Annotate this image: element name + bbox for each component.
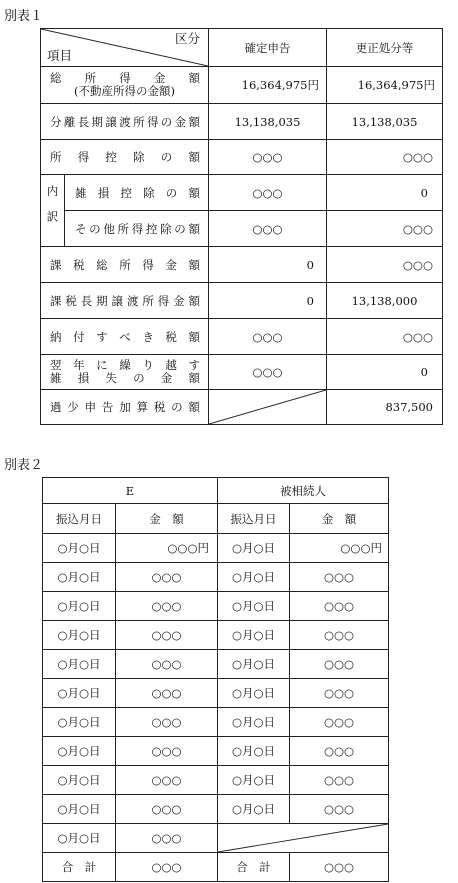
row-label: [41, 67, 209, 104]
cell-date-e: ○月○日: [43, 650, 116, 679]
cell-date-e: ○月○日: [43, 679, 116, 708]
row-label: 課税長期譲渡所得金額: [41, 283, 209, 319]
cell-amount-h: ○○○: [290, 795, 389, 824]
row-v1: ○○○: [209, 355, 327, 390]
row-label: 納 付 す べ き 税 額: [41, 319, 209, 355]
cell-date-h: ○月○日: [218, 592, 290, 621]
row-label-main: 総 所 得 金 額: [50, 71, 200, 85]
table1-corner-cell: [41, 29, 209, 67]
cell-date-e: ○月○日: [43, 534, 116, 563]
table-row: [43, 737, 389, 766]
row-v2: 0: [327, 355, 443, 390]
subheader-date-h: 振込月日: [218, 504, 290, 534]
cell-date-h: ○月○日: [218, 679, 290, 708]
table1-row: [41, 140, 443, 175]
row-label-sub: 雑 損 失 の 金 額: [50, 371, 200, 385]
row-label: 課 税 総 所 得 金 額: [41, 247, 209, 283]
cell-date-h: ○月○日: [218, 766, 290, 795]
table1-row: [41, 67, 443, 104]
group-e: E: [43, 478, 218, 504]
table-row: [43, 824, 389, 853]
table-row: [43, 679, 389, 708]
row-label: [41, 355, 209, 390]
header-koumoku: 項目: [47, 48, 73, 63]
subheader-date-e: 振込月日: [43, 504, 116, 534]
total-label-h: 合 計: [218, 853, 290, 882]
row-label: 過少申告加算税の額: [41, 390, 209, 425]
row-label: 分離長期譲渡所得の金額: [41, 104, 209, 140]
cell-amount-h: ○○○: [290, 650, 389, 679]
table2: [42, 477, 389, 882]
cell-amount-e: ○○○: [116, 679, 218, 708]
table-row: [43, 766, 389, 795]
cell-amount-e: ○○○: [116, 708, 218, 737]
table1-row: [41, 104, 443, 140]
row-v1-empty: [209, 390, 327, 425]
cell-date-e: ○月○日: [43, 737, 116, 766]
total-label-e: 合 計: [43, 853, 116, 882]
cell-date-h: ○月○日: [218, 563, 290, 592]
table-row: [43, 534, 389, 563]
table1-row: [41, 355, 443, 390]
cell-date-e: ○月○日: [43, 708, 116, 737]
table1-caption: 別表１: [4, 9, 44, 24]
table1-row: [41, 319, 443, 355]
header-col1: 確定申告: [209, 29, 327, 67]
cell-date-e: ○月○日: [43, 824, 116, 853]
cell-amount-e: ○○○: [116, 824, 218, 853]
row-v2: ○○○: [327, 140, 443, 175]
table1: [40, 28, 443, 425]
cell-date-h: ○月○日: [218, 534, 290, 563]
row-v1: ○○○: [209, 211, 327, 247]
cell-date-h: ○月○日: [218, 621, 290, 650]
cell-amount-h: ○○○: [290, 592, 389, 621]
cell-amount-e: ○○○: [116, 650, 218, 679]
row-v2: ○○○: [327, 319, 443, 355]
row-label: その他所得控除の額: [65, 211, 209, 247]
cell-amount-h: ○○○円: [290, 534, 389, 563]
table-row: [43, 563, 389, 592]
row-v2: 837,500: [327, 390, 443, 425]
diagonal-line: [218, 824, 388, 852]
table2-caption: 別表２: [4, 458, 44, 473]
row-v2: ○○○: [327, 211, 443, 247]
cell-date-h: ○月○日: [218, 795, 290, 824]
cell-date-h: ○月○日: [218, 650, 290, 679]
row-v2: 13,138,000: [327, 283, 443, 319]
subheader-amount-e: 金 額: [116, 504, 218, 534]
row-v2: 13,138,035: [327, 104, 443, 140]
table-row: [43, 621, 389, 650]
row-v2: ○○○: [327, 247, 443, 283]
table1-row: [41, 175, 443, 211]
total-amount-h: ○○○: [290, 853, 389, 882]
subheader-amount-h: 金 額: [290, 504, 389, 534]
table2-group-row: [43, 478, 389, 504]
table1-header-row: [41, 29, 443, 67]
cell-amount-e: ○○○: [116, 737, 218, 766]
cell-date-h: ○月○日: [218, 708, 290, 737]
total-amount-e: ○○○: [116, 853, 218, 882]
row-label: 雑損控除の額: [65, 175, 209, 211]
cell-date-e: ○月○日: [43, 563, 116, 592]
table-row: [43, 592, 389, 621]
row-v2: 0: [327, 175, 443, 211]
table1-row: [41, 247, 443, 283]
cell-amount-e: ○○○円: [116, 534, 218, 563]
cell-amount-h: ○○○: [290, 737, 389, 766]
cell-date-e: ○月○日: [43, 795, 116, 824]
table1-row: [41, 390, 443, 425]
row-v1: 0: [209, 247, 327, 283]
table2-subheader-row: [43, 504, 389, 534]
cell-amount-e: ○○○: [116, 621, 218, 650]
cell-amount-e: ○○○: [116, 563, 218, 592]
uchiwake-text: 内訳: [45, 185, 60, 236]
cell-amount-h: ○○○: [290, 563, 389, 592]
row-v1: 16,364,975円: [209, 67, 327, 104]
row-v1: 13,138,035: [209, 104, 327, 140]
cell-date-e: ○月○日: [43, 766, 116, 795]
table1-row: [41, 211, 443, 247]
table2-total-row: [43, 853, 389, 882]
cell-amount-e: ○○○: [116, 592, 218, 621]
row-label-main: 翌 年 に 繰 り 越 す: [50, 358, 200, 372]
table-row: [43, 708, 389, 737]
row-v2: 16,364,975円: [327, 67, 443, 104]
row-v1: ○○○: [209, 140, 327, 175]
table-row: [43, 795, 389, 824]
cell-date-e: ○月○日: [43, 592, 116, 621]
uchiwake-label: [41, 175, 65, 247]
header-col2: 更正処分等: [327, 29, 443, 67]
row-v1: ○○○: [209, 175, 327, 211]
cell-amount-h: ○○○: [290, 708, 389, 737]
cell-amount-h: ○○○: [290, 621, 389, 650]
cell-amount-e: ○○○: [116, 766, 218, 795]
cell-date-h: ○月○日: [218, 737, 290, 766]
cell-amount-e: ○○○: [116, 795, 218, 824]
table-row: [43, 650, 389, 679]
row-label-sub: (不動産所得の金額): [74, 84, 175, 98]
cell-amount-h: ○○○: [290, 679, 389, 708]
row-v1: ○○○: [209, 319, 327, 355]
table1-row: [41, 283, 443, 319]
group-hisouzokunin: 被相続人: [218, 478, 389, 504]
row-v1: 0: [209, 283, 327, 319]
header-kubun: 区分: [174, 31, 200, 46]
row-label: 所 得 控 除 の 額: [41, 140, 209, 175]
cell-empty-h: [218, 824, 389, 853]
diagonal-line: [209, 390, 326, 424]
cell-date-e: ○月○日: [43, 621, 116, 650]
cell-amount-h: ○○○: [290, 766, 389, 795]
